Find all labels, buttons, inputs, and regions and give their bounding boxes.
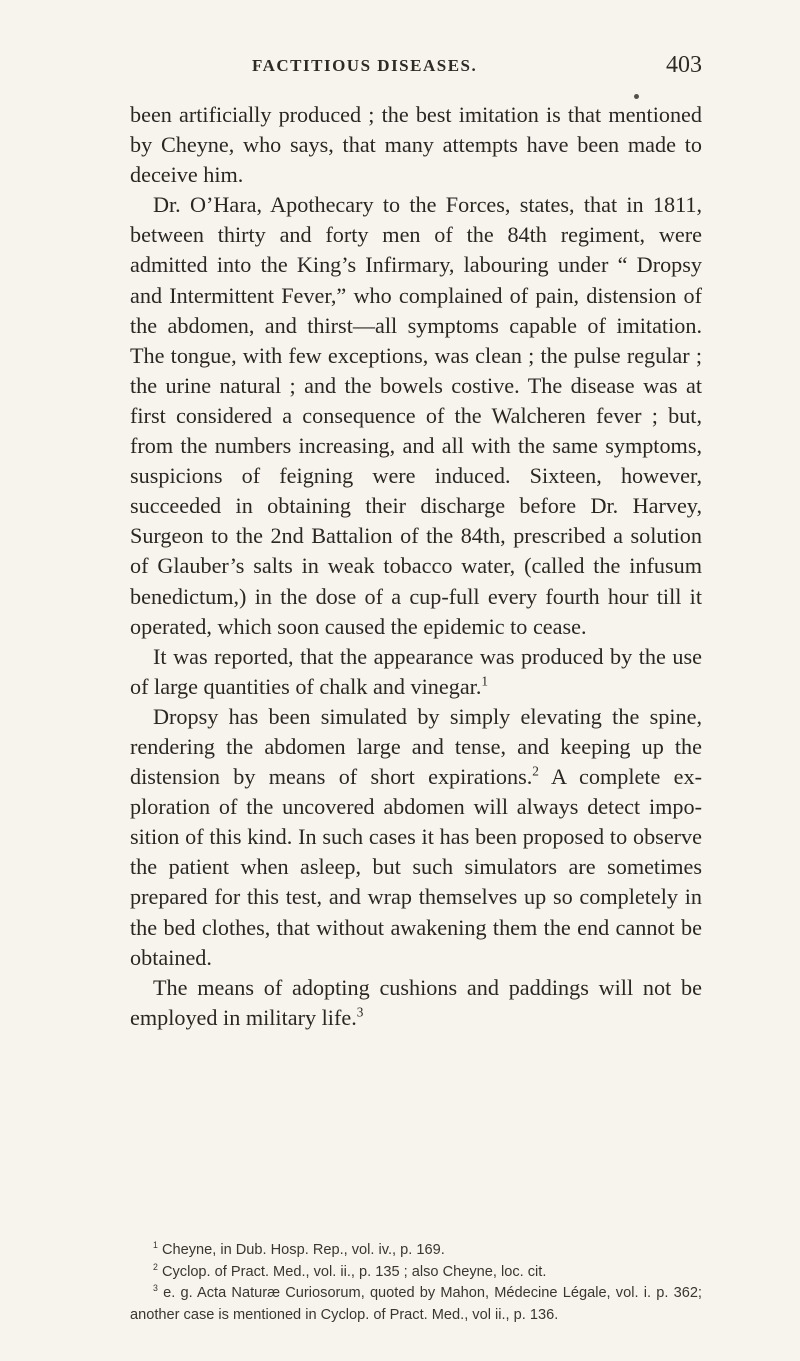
paragraph	[130, 190, 702, 641]
footnote-ref[interactable]: 3	[356, 1004, 364, 1020]
footnote-text: Cheyne, in Dub. Hosp. Rep., vol. iv., p. 169.	[161, 1242, 445, 1258]
paragraph-text-continued: A complete exploration of the uncovered abdomen will always detect imposition of this kind. In such cases it has been proposed to observe the patient when asleep, but such simulators are sometimes prepared for this test, and wrap themselves up so completely in the bed clothes, that without awakening them the end cannot be obtained.	[130, 764, 702, 970]
footnote	[130, 1240, 702, 1262]
footnote	[130, 1262, 702, 1284]
footnotes	[130, 1240, 702, 1326]
footnote-text: Cyclop. of Pract. Med., vol. ii., p. 135 ; also Cheyne, loc. cit.	[161, 1263, 547, 1280]
footnote	[130, 1283, 702, 1326]
page-number: 403	[666, 52, 702, 78]
footnote-ref[interactable]: 1	[481, 673, 489, 689]
footnote-mark: 3	[153, 1283, 158, 1294]
paragraph	[130, 642, 702, 702]
paragraph-text: Dropsy has been simulated by simply elevating the spine, rendering the abdomen large and tense, and keeping up the distension by means of short expirations.	[130, 703, 702, 790]
paragraph	[130, 702, 702, 973]
paragraph	[130, 100, 702, 190]
footnote-ref[interactable]: 2	[532, 763, 539, 779]
footnote-text: e. g. Acta Naturæ Curiosorum, quoted by Mahon, Médecine Légale, vol. i. p. 362; another case is mentioned in Cyclop. of Pract. Med., vol ii., p. 136.	[130, 1285, 702, 1323]
ink-speck	[634, 94, 639, 99]
body-text	[130, 100, 702, 1033]
footnote-mark: 1	[153, 1240, 158, 1251]
footnote-mark: 2	[153, 1261, 158, 1272]
paragraph-text: The means of adopting cushions and paddings will not be employed in military life.	[130, 974, 702, 1030]
running-title: FACTITIOUS DISEASES.	[252, 56, 478, 75]
paragraph-text: Dr. O’Hara, Apothecary to the Forces, states, that in 1811, between thirty and forty men of the 84th regiment, were admitted into the King’s Infirmary, labouring under “ Dropsy and Intermittent Fever,” who complained of pain, distension of the abdomen, and thirst—all symptoms capable of imitation. The tongue, with few exceptions, was clean ; the pulse regular ; the urine natural ; and the bowels costive. The disease was at first considered a consequence of the Walcheren fever ; but, from the numbers increasing, and all with the same symptoms, suspicions of feigning were induced. Sixteen, however, succeeded in obtaining their discharge before Dr. Harvey, Surgeon to the 2nd Battalion of the 84th, prescribed a solution of Glauber’s salts in weak tobacco water, (called the infusum benedictum,) in the dose of a cup-full every fourth hour till it operated, which soon caused the epidemic to cease.	[130, 192, 702, 639]
page-header	[252, 52, 702, 86]
paragraph-text: It was reported, that the appearance was produced by the use of large quantities of chalk and vinegar.	[130, 643, 702, 699]
paragraph-text: been artificially produced ; the best imitation is that mentioned by Cheyne, who says, that many attempts have been made to deceive him.	[130, 102, 702, 188]
paragraph	[130, 973, 702, 1033]
